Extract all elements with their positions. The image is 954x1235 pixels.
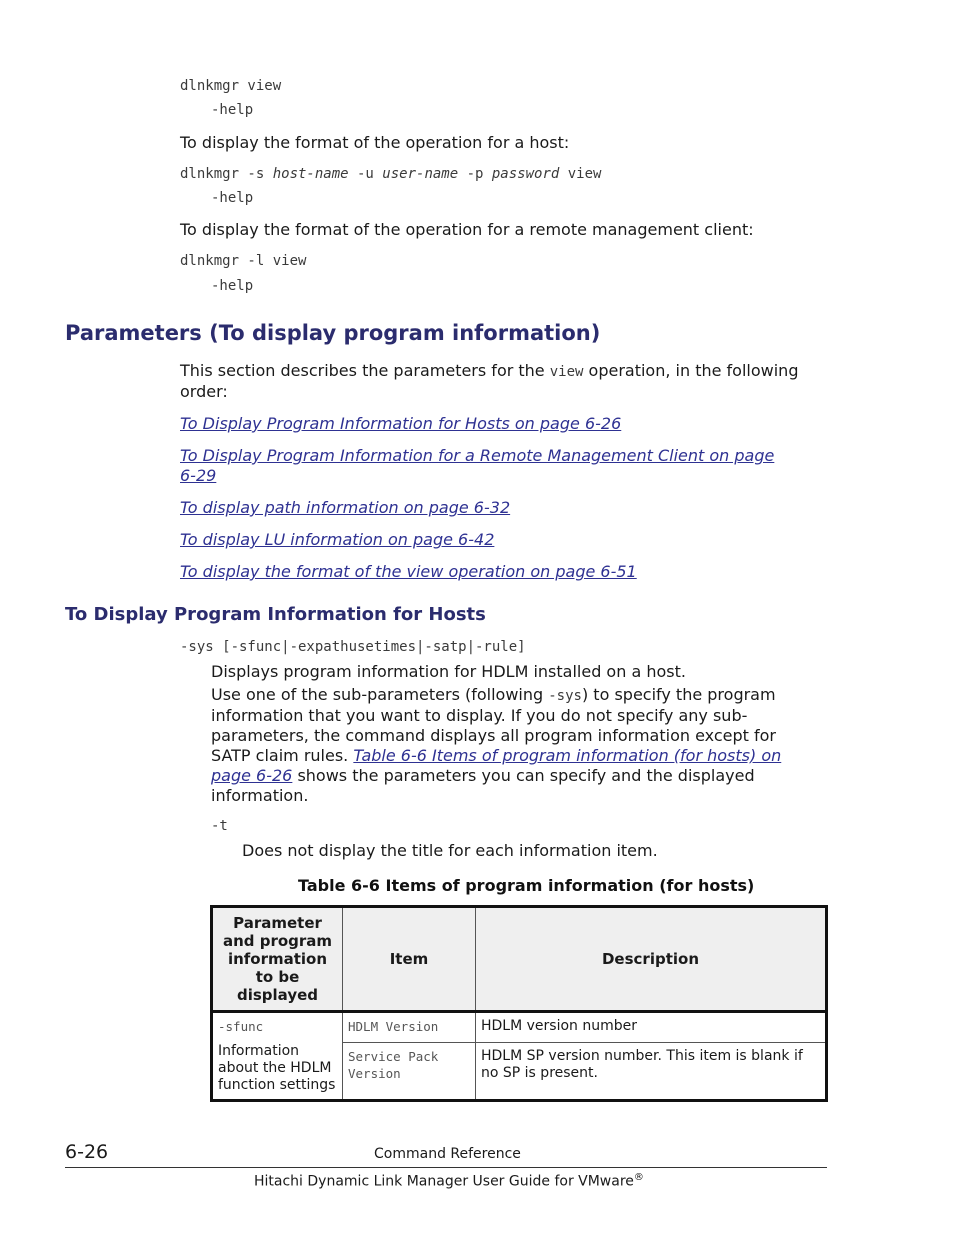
table-header-row (212, 907, 827, 1012)
header-description: Description (476, 907, 827, 1012)
program-info-table (210, 905, 828, 1102)
param-cell (212, 1012, 343, 1101)
header-item: Item (343, 907, 476, 1012)
t-description: Does not display the title for each information item. (242, 841, 658, 860)
sys-description-detail: Use one of the sub-parameters (following -sys) to specify the program information that you want to display. If you do not specify any sub- parameters, the command displays all program information except for SATP claim rules. Table 6-6 Items of program information (for hosts) on page 6-26 shows the parameters you can specify and the displayed information. (211, 685, 782, 805)
chapter-name: Command Reference (374, 1146, 521, 1162)
desc-cell: HDLM SP version number. This item is blank if no SP is present. (476, 1043, 827, 1101)
section-intro: This section describes the parameters for the view operation, in the following order: (180, 361, 799, 401)
footer-divider (65, 1167, 827, 1168)
code-line: -help (211, 278, 254, 294)
sys-syntax: -sys [-sfunc|-expathusetimes|-satp|-rule] (180, 639, 526, 655)
link-view-format[interactable]: To display the format of the view operation on page 6-51 (180, 562, 637, 581)
table-caption: Table 6-6 Items of program information (for hosts) (298, 876, 755, 895)
link-path-info[interactable]: To display path information on page 6-32 (180, 498, 511, 517)
guide-title: Hitachi Dynamic Link Manager User Guide for VMware® (254, 1172, 644, 1190)
code-line: dlnkmgr -l view (180, 253, 307, 269)
page-number: 6-26 (65, 1141, 109, 1163)
item-cell: Service Pack Version (343, 1043, 476, 1101)
section-title: Parameters (To display program information) (65, 321, 601, 345)
header-parameter: Parameter and program information to be displayed (212, 907, 343, 1012)
subsection-title: To Display Program Information for Hosts (65, 604, 486, 625)
code-line: -help (211, 190, 254, 206)
code-line: -help (211, 102, 254, 118)
table-page-link[interactable]: page 6-26 (211, 766, 293, 785)
param-desc: Information about the HDLM function settings (218, 1043, 336, 1093)
link-hosts[interactable]: To Display Program Information for Hosts on page 6-26 (180, 414, 622, 433)
table-row (212, 1012, 827, 1043)
paragraph: To display the format of the operation for a host: (180, 133, 570, 152)
t-option: -t (211, 818, 228, 834)
desc-cell: HDLM version number (476, 1012, 827, 1043)
item-cell: HDLM Version (343, 1012, 476, 1043)
sys-description: Displays program information for HDLM installed on a host. (211, 662, 686, 681)
code-line: dlnkmgr -s host-name -u user-name -p password view (180, 166, 602, 182)
table-link[interactable]: Table 6-6 Items of program information (for hosts) on (353, 746, 782, 765)
paragraph: To display the format of the operation for a remote management client: (180, 220, 754, 239)
code-line: dlnkmgr view (180, 78, 282, 94)
param-code: -sfunc (218, 1019, 264, 1034)
link-remote-client[interactable]: To Display Program Information for a Remote Management Client on page 6-29 (180, 446, 775, 485)
link-lu-info[interactable]: To display LU information on page 6-42 (180, 530, 495, 549)
